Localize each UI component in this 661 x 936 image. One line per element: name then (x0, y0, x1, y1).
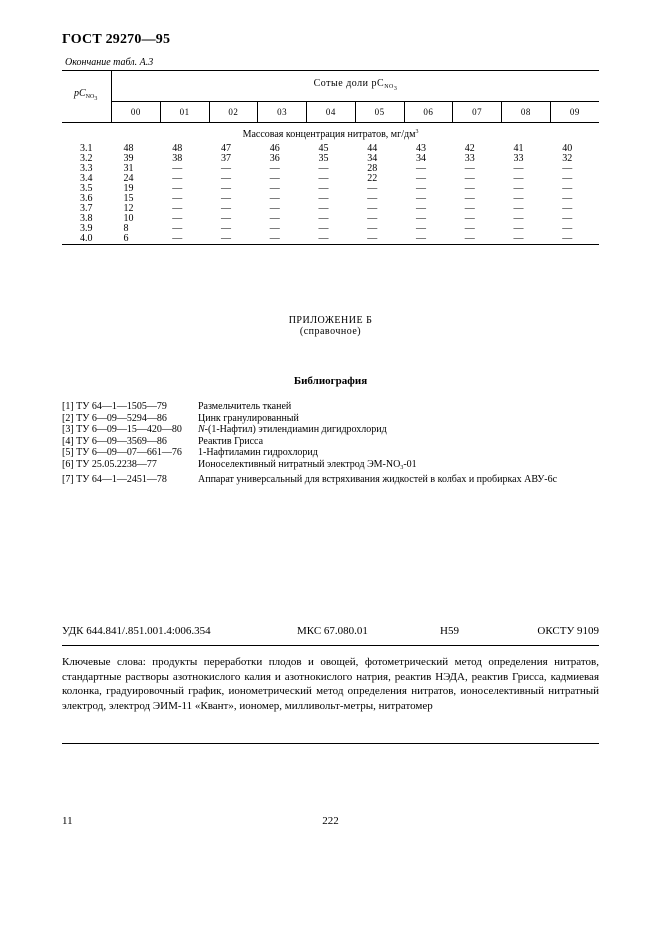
table-cell: — (513, 213, 524, 224)
table-cell: — (464, 213, 475, 224)
group-header: Сотые доли $pC_{NO_3}$ (112, 71, 600, 102)
table-cell: — (221, 213, 231, 224)
row-label: 3.2 (80, 153, 93, 164)
table-cell: 38 (172, 153, 183, 164)
table-cell: — (318, 213, 329, 224)
table-cell: — (464, 193, 475, 204)
table-cell: — (502, 234, 551, 245)
bibliography-list (62, 401, 557, 486)
table-cell: — (221, 183, 231, 194)
table-cell: — (172, 203, 183, 214)
table-cell: 33 (464, 153, 475, 164)
bibliography-text: Реактив Грисса (198, 435, 264, 447)
table-cell: 15 (123, 193, 134, 204)
table-cell: — (513, 203, 524, 214)
bibliography-text: Размельчитель тканей (198, 401, 292, 412)
column-header-08: 08 (502, 102, 551, 123)
table-cell: — (269, 203, 280, 214)
table-cell: 48 (123, 143, 134, 154)
table-cell: — (513, 183, 524, 194)
keywords-paragraph: Ключевые слова: продукты переработки плодов и овощей, фотометрический метод определения нитратов, стандартные растворы азотнокислого калия и азотнокислого натрия, реактив НЭДА, реактив Грисса, кадмиевая колонка, градуировочный график, ионометрический метод определения нитратов, ионоселективный нитратный электрод, электрод ЭИМ-11 «Квант», иономер, милливольт-метры, нитратомер (62, 656, 599, 712)
table-cell: — (562, 213, 573, 224)
table-cell: — (318, 163, 329, 174)
table-cell: 10 (123, 213, 134, 224)
table-cell: — (172, 163, 183, 174)
h-code: Н59 (440, 625, 459, 637)
table-cell: 45 (318, 143, 329, 154)
table-cell: — (367, 213, 378, 224)
row-label: 3.6 (80, 193, 93, 204)
table-cell: — (513, 223, 524, 234)
table-cell: — (367, 193, 378, 204)
page-number-center: 222 (322, 815, 339, 827)
table-cell: — (513, 163, 524, 174)
table-cell: — (307, 234, 356, 245)
table-cell: 8 (123, 223, 129, 234)
bibliography-item (62, 459, 557, 475)
column-header-row (62, 102, 599, 123)
column-header-04: 04 (307, 102, 356, 123)
table-cell: — (464, 203, 475, 214)
table-cell: — (318, 193, 329, 204)
bibliography-text: Ионоселективный нитратный электрод $ЭМ-NO_3-01$ (198, 458, 417, 471)
bibliography-code: [7] ТУ 64—1—2451—78 (62, 474, 167, 485)
classification-line (62, 625, 599, 639)
table-cell: — (318, 203, 329, 214)
bibliography-item (62, 413, 557, 425)
table-cell: — (367, 183, 378, 194)
table-cell: 42 (464, 143, 475, 154)
row-label: 3.9 (80, 223, 93, 234)
table-cell: — (269, 223, 280, 234)
table-cell: 39 (123, 153, 134, 164)
bibliography-code: [5] ТУ 6—09—07—661—76 (62, 447, 182, 458)
table-cell: 34 (367, 153, 378, 164)
table-cell: 46 (269, 143, 280, 154)
table-cell: — (453, 234, 502, 245)
column-header-03: 03 (258, 102, 307, 123)
row-label: 4.0 (62, 234, 112, 245)
table-row (62, 234, 599, 245)
column-header-00: 00 (112, 102, 161, 123)
pc-label: pC (74, 88, 86, 99)
column-header-06: 06 (404, 102, 453, 123)
table-cell: 31 (123, 163, 134, 174)
table-cell: — (221, 163, 231, 174)
table-cell: — (416, 193, 426, 204)
table-cell: — (416, 223, 426, 234)
bibliography-title: Библиография (293, 375, 368, 387)
table-cell: — (221, 223, 231, 234)
bibliography-text: Цинк гранулированный (198, 412, 299, 424)
row-header-pc (62, 71, 112, 123)
table-cell: — (269, 193, 280, 204)
nitrate-table (62, 70, 599, 245)
table-cell: — (367, 203, 378, 214)
table-cell: — (416, 163, 426, 174)
appendix-title: ПРИЛОЖЕНИЕ Б (288, 315, 373, 326)
table-cell: — (160, 234, 209, 245)
table-cell: 32 (562, 153, 573, 164)
okstu-code: ОКСТУ 9109 (537, 625, 599, 637)
table-cell: 34 (416, 153, 426, 164)
table-cell: 33 (513, 153, 524, 164)
table-cell: — (269, 213, 280, 224)
row-label: 3.7 (80, 203, 93, 214)
table-cell: 36 (269, 153, 280, 164)
bibliography-item (62, 474, 557, 486)
table-cell: — (562, 183, 573, 194)
table-cell: — (172, 183, 183, 194)
bibliography-text: 1-Нафтиламин гидрохлорид (198, 447, 318, 458)
table-cell: — (269, 173, 280, 184)
table-cell: 35 (318, 153, 329, 164)
bibliography-code: [2] ТУ 6—09—5294—86 (62, 412, 167, 424)
appendix-heading (0, 315, 661, 337)
row-label: 3.3 (80, 163, 93, 174)
table-cell: — (562, 223, 573, 234)
table-cell: — (416, 213, 426, 224)
bibliography-text: N-(1-Нафтил) этилендиамин дигидрохлорид (198, 424, 387, 435)
table-cell: 28 (367, 163, 378, 174)
table-cell: — (562, 193, 573, 204)
table-cell: — (172, 213, 183, 224)
column-header-01: 01 (160, 102, 209, 123)
row-label: 3.5 (80, 183, 93, 194)
table-cell: — (367, 223, 378, 234)
column-header-07: 07 (453, 102, 502, 123)
divider-top (62, 645, 599, 646)
udc-code: УДК 644.841/.851.001.4:006.354 (62, 625, 211, 637)
table-cell: 12 (123, 203, 134, 214)
table-cell: 44 (367, 143, 378, 154)
table-cell: — (416, 173, 426, 184)
table-cell: — (416, 183, 426, 194)
table-cell: — (464, 223, 475, 234)
table-cell: — (550, 234, 599, 245)
table-cell: — (269, 163, 280, 174)
table-cell: — (513, 173, 524, 184)
table-cell: — (221, 173, 231, 184)
table-cell: — (416, 203, 426, 214)
column-header-05: 05 (355, 102, 404, 123)
column-header-02: 02 (209, 102, 258, 123)
table-cell: — (513, 193, 524, 204)
table-cell: 48 (172, 143, 183, 154)
bibliography-item (62, 447, 557, 459)
table-cell: — (355, 234, 404, 245)
row-label: 3.1 (80, 143, 93, 154)
table-cell: — (221, 203, 231, 214)
table-cell: — (221, 193, 231, 204)
bibliography-code: [4] ТУ 6—09—3569—86 (62, 435, 167, 447)
column-header-09: 09 (550, 102, 599, 123)
table-cell: — (464, 173, 475, 184)
table-cell: 47 (221, 143, 231, 154)
bibliography-item (62, 424, 557, 436)
pc-sub: NO3 (85, 94, 98, 102)
table-cell: — (258, 234, 307, 245)
table-cell: 40 (562, 143, 573, 154)
table-cell: — (562, 163, 573, 174)
bibliography-item (62, 436, 557, 448)
table-cell: — (562, 203, 573, 214)
document-header: ГОСТ 29270—95 (62, 32, 171, 47)
table-cell: 43 (416, 143, 426, 154)
row-label: 3.8 (80, 213, 93, 224)
table-cell: — (209, 234, 258, 245)
bibliography-text: Аппарат универсальный для встряхивания жидкостей в колбах и пробирках АВУ-6с (198, 474, 558, 485)
bibliography-code: [6] ТУ 25.05.2238—77 (62, 458, 157, 470)
table-cell: — (562, 173, 573, 184)
table-cell: — (318, 223, 329, 234)
appendix-subtitle: (справочное) (299, 326, 362, 337)
mks-code: МКС 67.080.01 (297, 625, 368, 637)
table-cell: 24 (123, 173, 134, 184)
table-cell: 41 (513, 143, 524, 154)
table-cell: 37 (221, 153, 231, 164)
table-cell: — (172, 223, 183, 234)
table-cell: — (464, 183, 475, 194)
table-cell: — (318, 173, 329, 184)
table-cell: — (464, 163, 475, 174)
concentration-subheader: Массовая концентрация нитратов, $мг/дм^3$ (242, 128, 419, 140)
page-number-left: 11 (62, 815, 73, 827)
table-cell: — (318, 183, 329, 194)
table-cell: 22 (367, 173, 378, 184)
table-cell: — (172, 193, 183, 204)
divider-bottom (62, 743, 599, 744)
bibliography-code: [3] ТУ 6—09—15—420—80 (62, 424, 182, 435)
table-cell: 19 (123, 183, 134, 194)
table-cell: — (404, 234, 453, 245)
table-cell: 6 (112, 234, 161, 245)
bibliography-item (62, 401, 557, 413)
table-caption: Окончание табл. А.3 (65, 57, 154, 68)
table-cell: — (269, 183, 280, 194)
row-label: 3.4 (80, 173, 93, 184)
bibliography-code: [1] ТУ 64—1—1505—79 (62, 401, 167, 412)
table-cell: — (172, 173, 183, 184)
